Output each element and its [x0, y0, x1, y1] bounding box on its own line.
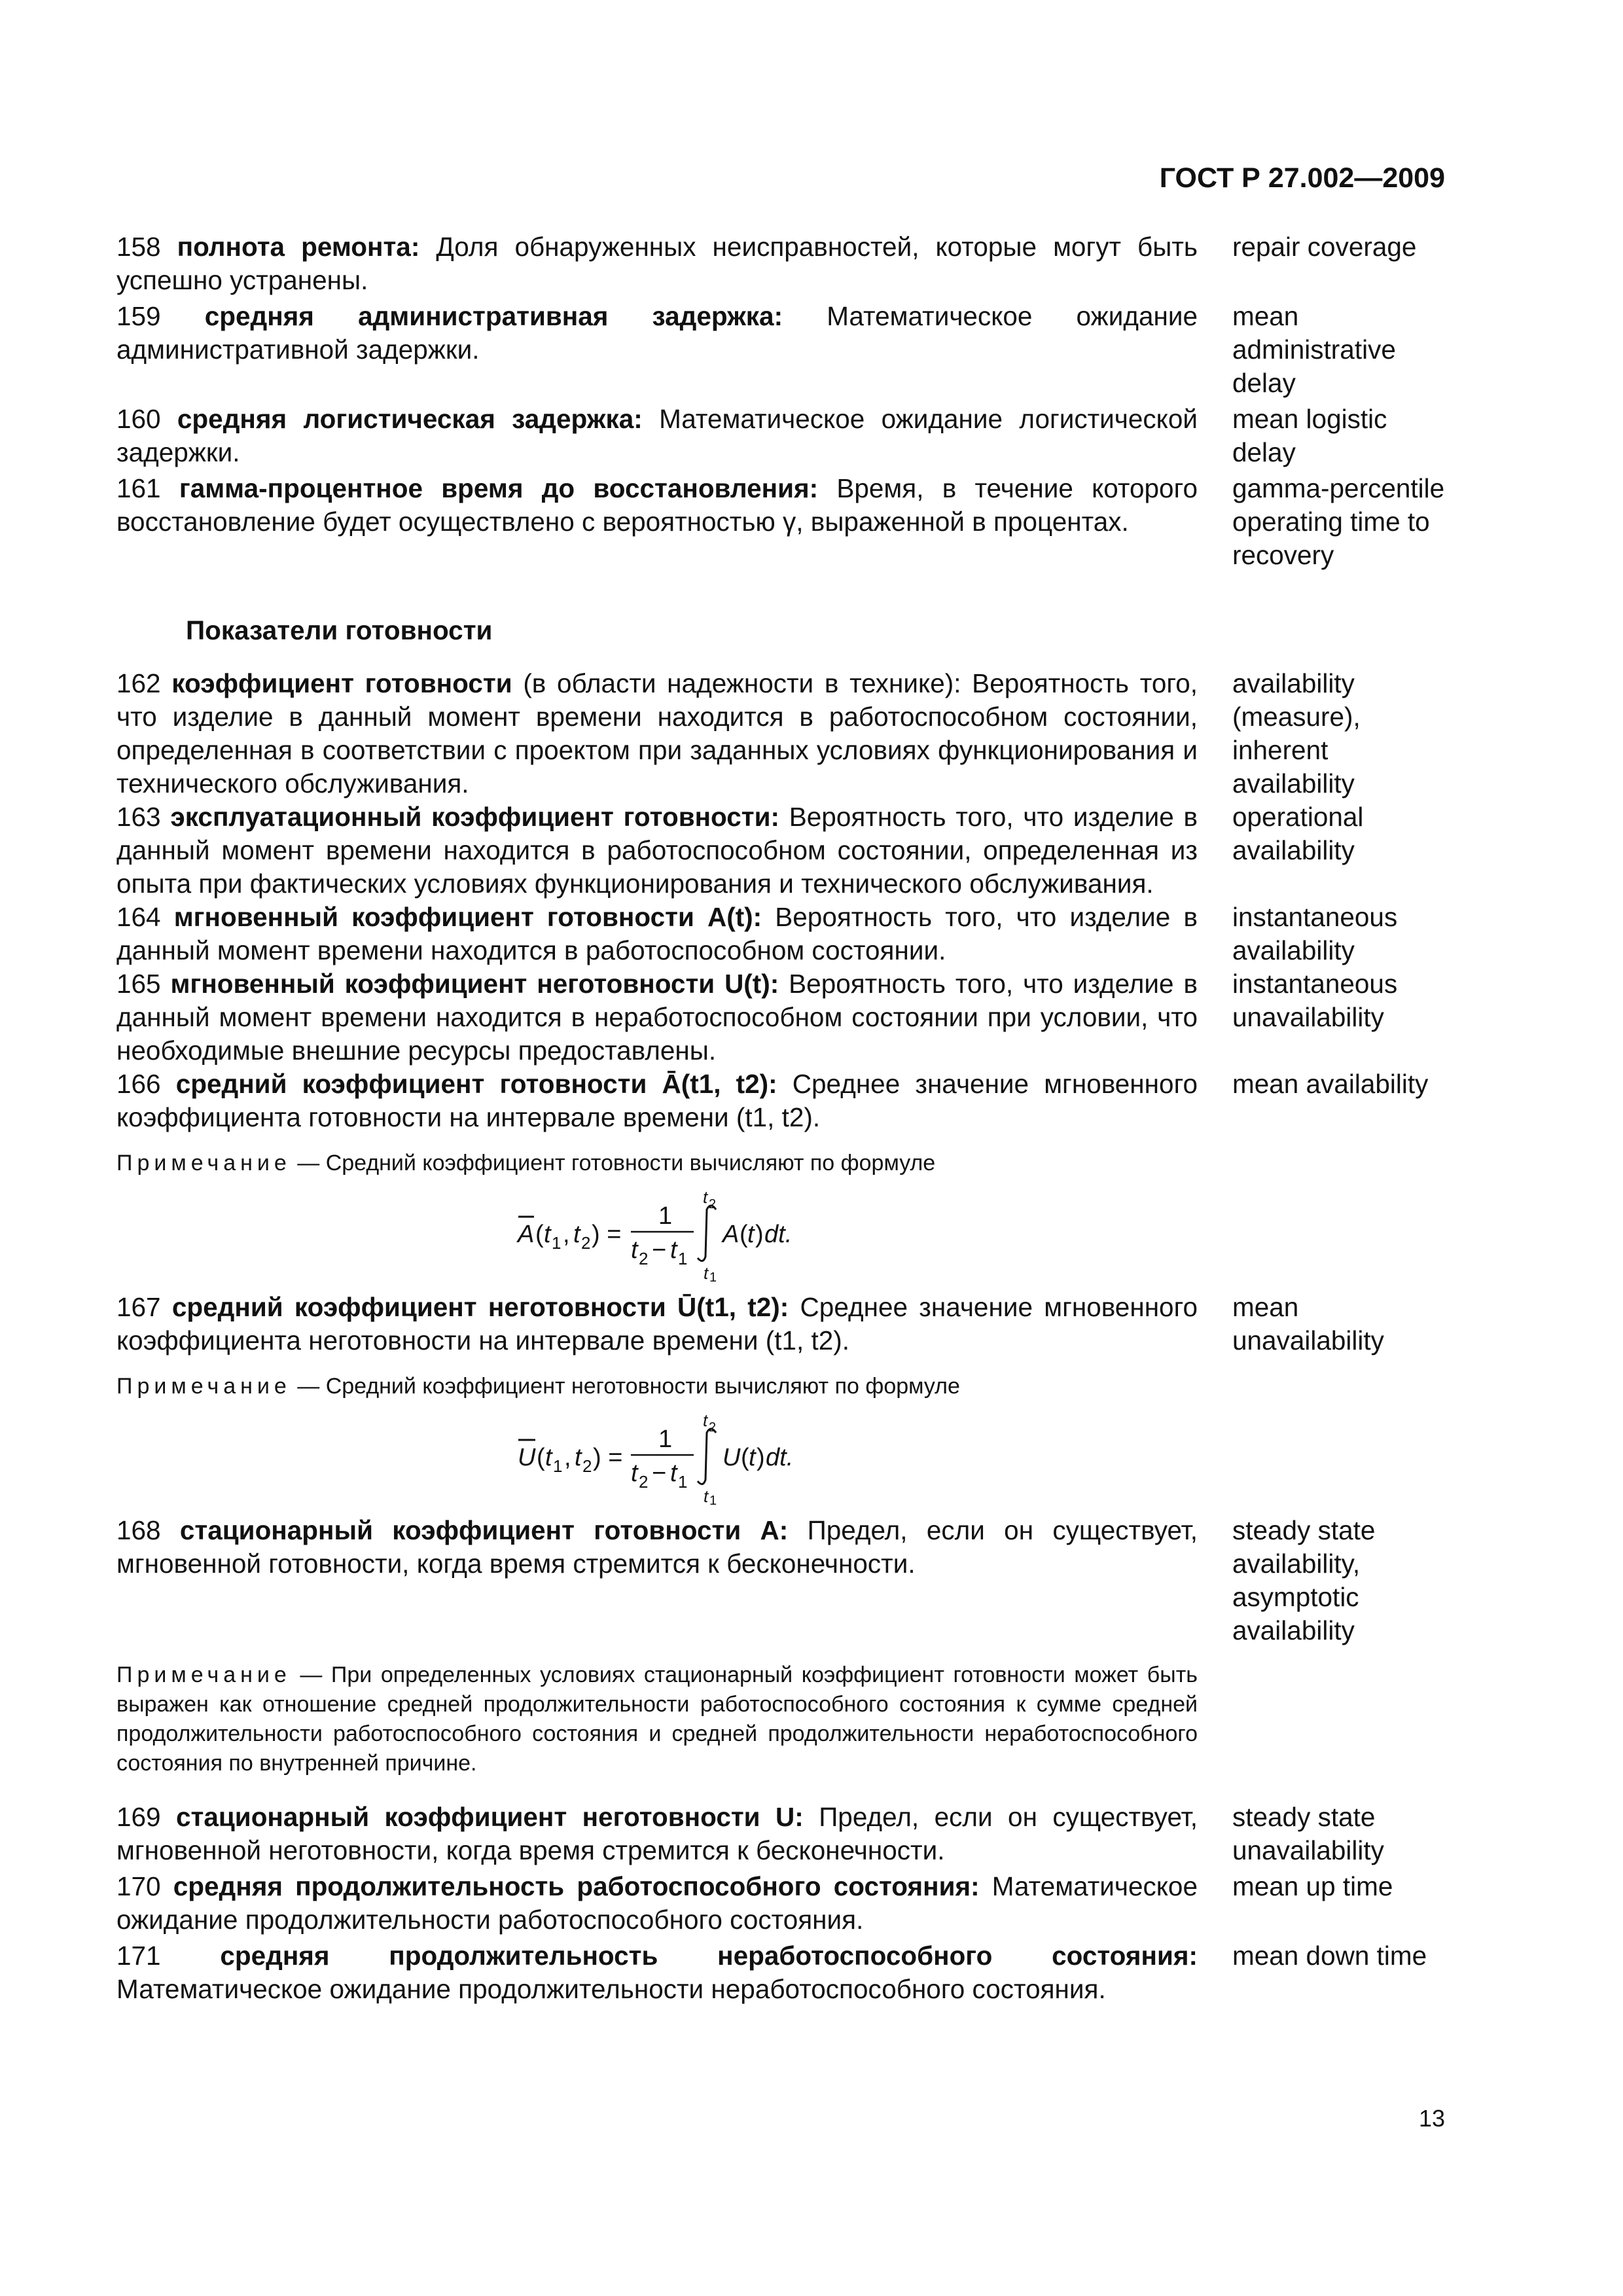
svg-text:t: t: [631, 1460, 638, 1487]
entry-number: 167: [116, 1292, 161, 1322]
svg-text:2: 2: [639, 1249, 649, 1268]
entry-definition: [116, 1801, 1198, 1867]
entry-number: 162: [116, 668, 161, 698]
formula-graphic: [116, 1183, 1198, 1282]
svg-text:1: 1: [552, 1233, 562, 1253]
svg-text:2: 2: [582, 1456, 592, 1476]
svg-text:dt.: dt.: [764, 1221, 793, 1248]
note-text: — При определенных условиях стационарный коэффициент готовности может быть выражен как отношение средней продолжительности работоспособного состояния к сумме средней продолжительности работоспособного состояния и средней продолжительности неработоспособного состояния по внутренней причине.: [116, 1662, 1198, 1776]
svg-text:−: −: [652, 1460, 667, 1487]
svg-text:t: t: [703, 1187, 708, 1207]
entry-definition: [116, 300, 1198, 367]
entry-definition: [116, 967, 1198, 1067]
entry-170: [116, 1870, 1445, 1937]
entry-number: 171: [116, 1941, 161, 1971]
english-term: mean down time: [1232, 1941, 1427, 1971]
svg-text:(: (: [740, 1221, 748, 1248]
entry-165: [116, 967, 1445, 1067]
entry-term: эксплуатационный коэффициент готовности:: [170, 802, 780, 832]
entry-number: 158: [116, 232, 161, 262]
entry-text: Среднее значение мгновенного коэффициента готовности на интервале времени (t1, t2).: [116, 1069, 1198, 1132]
entry-168: [116, 1514, 1445, 1647]
entry-term: средняя продолжительность неработоспособного состояния:: [220, 1941, 1198, 1971]
svg-text:2: 2: [639, 1472, 649, 1492]
english-term: steady state unavailability: [1232, 1802, 1384, 1865]
note-text: — Средний коэффициент готовности вычисляют по формуле: [297, 1151, 936, 1175]
english-term: steady state availability, asymptotic availability: [1232, 1515, 1376, 1645]
english-term: operational availability: [1232, 802, 1364, 865]
svg-text:1: 1: [709, 1270, 717, 1282]
entry-text: Математическое ожидание продолжительности работоспособного состояния.: [116, 1871, 1198, 1935]
svg-text:2: 2: [709, 1197, 717, 1211]
english-term: mean up time: [1232, 1871, 1393, 1901]
formula-graphic: [116, 1407, 1198, 1505]
svg-text:dt.: dt.: [766, 1444, 794, 1471]
entry-159: [116, 300, 1445, 400]
entry-text: Вероятность того, что изделие в данный момент времени находится в неработоспособном состоянии при условии, что необходимые внешние ресурсы предоставлены.: [116, 969, 1198, 1066]
english-term: gamma-percentile operating time to recovery: [1232, 473, 1445, 570]
svg-text:) =: ) =: [593, 1444, 623, 1471]
entry-definition: [116, 1514, 1198, 1581]
entry-definition: [116, 1291, 1198, 1357]
svg-text:2: 2: [581, 1233, 591, 1253]
svg-text:t: t: [573, 1221, 580, 1248]
entry-term: мгновенный коэффициент готовности A(t):: [173, 902, 762, 932]
entry-text: Вероятность того, что изделие в данный момент времени находится в работоспособном состоянии.: [116, 902, 1198, 965]
entry-number: 170: [116, 1871, 161, 1901]
svg-text:1: 1: [678, 1249, 688, 1268]
entry-text: (в области надежности в технике): Вероятность того, что изделие в данный момент времени находится в работоспособном состоянии, определенная в соответствии с проектом при заданных условиях функционирования и технического обслуживания.: [116, 668, 1198, 798]
svg-text:t: t: [545, 1444, 552, 1471]
svg-text:U: U: [518, 1444, 536, 1471]
english-term: availability (measure), inherent availability: [1232, 668, 1361, 798]
entry-term: средняя логистическая задержка:: [177, 404, 643, 434]
svg-text:1: 1: [553, 1456, 563, 1476]
section-heading: Показатели готовности: [186, 615, 493, 645]
svg-text:U: U: [722, 1444, 741, 1471]
entry-number: 164: [116, 902, 161, 932]
note-166: [116, 1149, 1198, 1178]
svg-text:,: ,: [563, 1221, 570, 1248]
entry-text: Предел, если он существует, мгновенной неготовности, когда время стремится к бесконечности.: [116, 1802, 1198, 1865]
entry-term: средняя продолжительность работоспособного состояния:: [173, 1871, 980, 1901]
svg-text:t: t: [747, 1221, 755, 1248]
entry-term: гамма-процентное время до восстановления:: [179, 473, 819, 503]
entry-number: 165: [116, 969, 161, 999]
svg-text:(: (: [537, 1444, 545, 1471]
svg-text:A: A: [518, 1221, 535, 1248]
entry-number: 169: [116, 1802, 161, 1832]
entry-term: стационарный коэффициент готовности A:: [179, 1515, 789, 1545]
svg-text:t: t: [749, 1444, 756, 1471]
entry-text: Предел, если он существует, мгновенной готовности, когда время стремится к бесконечности.: [116, 1515, 1198, 1579]
page-number: 13: [1418, 2105, 1445, 2132]
svg-text:1: 1: [678, 1472, 688, 1492]
entry-text: Математическое ожидание административной задержки.: [116, 301, 1198, 365]
english-term: repair coverage: [1232, 232, 1417, 262]
entry-term: полнота ремонта:: [177, 232, 420, 262]
entry-166: [116, 1067, 1445, 1134]
entry-number: 163: [116, 802, 161, 832]
note-168: [116, 1660, 1198, 1778]
entry-text: Математическое ожидание продолжительности неработоспособного состояния.: [116, 1974, 1106, 2004]
svg-text:t: t: [631, 1236, 638, 1264]
entry-text: Математическое ожидание логистической задержки.: [116, 404, 1198, 467]
svg-text:t: t: [704, 1486, 709, 1505]
note-label: Примечание: [116, 1151, 291, 1175]
svg-text:t: t: [704, 1263, 709, 1282]
svg-text:t: t: [670, 1460, 677, 1487]
entry-term: мгновенный коэффициент неготовности U(t):: [170, 969, 779, 999]
formula-mean-availability: [116, 1183, 1198, 1282]
entry-158: [116, 230, 1445, 297]
svg-text:−: −: [652, 1236, 667, 1264]
entry-167: [116, 1291, 1445, 1357]
svg-text:1: 1: [658, 1202, 673, 1230]
entry-definition: [116, 1939, 1198, 2006]
svg-text:): ): [757, 1444, 765, 1471]
entry-definition: [116, 230, 1198, 297]
svg-text:t: t: [703, 1410, 708, 1430]
entry-162: [116, 667, 1445, 800]
formula-mean-unavailability: [116, 1407, 1198, 1505]
note-label: Примечание: [116, 1374, 291, 1399]
entry-definition: [116, 403, 1198, 469]
entry-161: [116, 472, 1445, 572]
english-term: mean unavailability: [1232, 1292, 1384, 1355]
svg-text:,: ,: [564, 1444, 571, 1471]
svg-text:t: t: [670, 1236, 677, 1264]
entry-text: Вероятность того, что изделие в данный момент времени находится в работоспособном состоянии, определенная из опыта при фактических условиях функционирования и технического обслуживания.: [116, 802, 1198, 899]
note-167: [116, 1372, 1198, 1401]
english-term: mean availability: [1232, 1069, 1429, 1099]
note-text: — Средний коэффициент неготовности вычисляют по формуле: [297, 1374, 960, 1399]
svg-text:1: 1: [709, 1494, 717, 1505]
entry-text: Доля обнаруженных неисправностей, которые могут быть успешно устранены.: [116, 232, 1198, 295]
note-label: Примечание: [116, 1662, 291, 1687]
entry-term: средняя административная задержка:: [204, 301, 783, 331]
entry-term: стационарный коэффициент неготовности U:: [176, 1802, 804, 1832]
entry-definition: [116, 472, 1198, 539]
entry-171: [116, 1939, 1445, 2006]
svg-text:): ): [755, 1221, 764, 1248]
terms-list: [116, 230, 1445, 2006]
standard-number: ГОСТ Р 27.002—2009: [1159, 162, 1445, 194]
english-term: mean logistic delay: [1232, 404, 1387, 467]
svg-text:(: (: [535, 1221, 544, 1248]
svg-text:1: 1: [658, 1426, 673, 1453]
entry-number: 161: [116, 473, 161, 503]
entry-definition: [116, 667, 1198, 800]
english-term: mean administrative delay: [1232, 301, 1396, 398]
svg-text:2: 2: [709, 1420, 717, 1435]
entry-160: [116, 403, 1445, 469]
entry-number: 168: [116, 1515, 161, 1545]
svg-text:t: t: [575, 1444, 582, 1471]
entry-163: [116, 800, 1445, 901]
svg-text:t: t: [544, 1221, 551, 1248]
svg-text:) =: ) =: [592, 1221, 622, 1248]
entry-169: [116, 1801, 1445, 1867]
entry-definition: [116, 1067, 1198, 1134]
svg-text:A: A: [722, 1221, 740, 1248]
svg-text:(: (: [741, 1444, 749, 1471]
entry-definition: [116, 800, 1198, 901]
entry-text: Время, в течение которого восстановление будет осуществлено с вероятностью γ, выраженной в процентах.: [116, 473, 1198, 537]
entry-term: средний коэффициент готовности Ā(t1, t2):: [175, 1069, 777, 1099]
entry-164: [116, 901, 1445, 967]
entry-definition: [116, 901, 1198, 967]
entry-number: 159: [116, 301, 161, 331]
entry-term: коэффициент готовности: [171, 668, 512, 698]
english-term: instantaneous availability: [1232, 902, 1398, 965]
english-term: instantaneous unavailability: [1232, 969, 1398, 1032]
entry-definition: [116, 1870, 1198, 1937]
entry-text: Среднее значение мгновенного коэффициента неготовности на интервале времени (t1, t2).: [116, 1292, 1198, 1355]
entry-number: 160: [116, 404, 161, 434]
entry-number: 166: [116, 1069, 161, 1099]
entry-term: средний коэффициент неготовности Ū(t1, t2):: [171, 1292, 789, 1322]
